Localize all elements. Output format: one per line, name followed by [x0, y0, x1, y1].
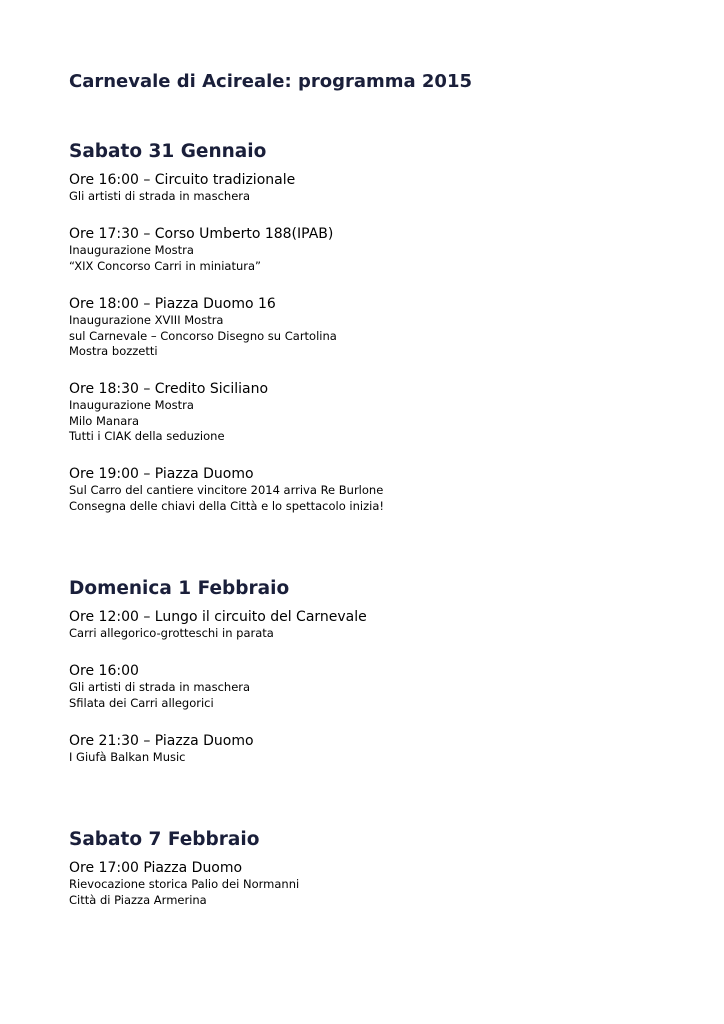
- event-description: Inaugurazione Mostra: [69, 398, 194, 412]
- event-item: [69, 226, 333, 274]
- event-item: [69, 466, 384, 514]
- event-item: [69, 663, 250, 711]
- event-description: Inaugurazione XVIII Mostra: [69, 313, 224, 327]
- day-section: [69, 140, 709, 513]
- event-description: I Giufà Balkan Music: [69, 750, 186, 764]
- event-description: Mostra bozzetti: [69, 344, 158, 358]
- day-heading: Sabato 31 Gennaio: [69, 141, 267, 162]
- event-time: Ore 16:00: [69, 663, 139, 679]
- event-item: [69, 172, 295, 205]
- event-item: [69, 733, 254, 766]
- event-description: Gli artisti di strada in maschera: [69, 189, 251, 203]
- event-time: Ore 21:30 – Piazza Duomo: [69, 733, 254, 749]
- event-description: Città di Piazza Armerina: [69, 892, 207, 907]
- day-section: [69, 577, 709, 764]
- event-description: Consegna delle chiavi della Città e lo spettacolo inizia!: [69, 498, 384, 513]
- event-description: Rievocazione storica Palio dei Normanni: [69, 877, 300, 891]
- event-description: Sul Carro del cantiere vincitore 2014 arriva Re Burlone: [69, 483, 384, 497]
- event-description: Sfilata dei Carri allegorici: [69, 695, 214, 710]
- event-description: Carri allegorico-grotteschi in parata: [69, 626, 274, 640]
- event-description: Inaugurazione Mostra: [69, 243, 194, 257]
- event-description: sul Carnevale – Concorso Disegno su Cartolina: [69, 328, 337, 343]
- event-description: Gli artisti di strada in maschera: [69, 680, 251, 694]
- day-heading: Domenica 1 Febbraio: [69, 578, 290, 599]
- event-time: Ore 17:00 Piazza Duomo: [69, 860, 243, 876]
- event-item: [69, 609, 367, 642]
- event-item: [69, 296, 337, 360]
- event-description: Tutti i CIAK della seduzione: [69, 429, 225, 443]
- event-item: [69, 860, 299, 908]
- event-time: Ore 16:00 – Circuito tradizionale: [69, 172, 296, 188]
- document-title: Carnevale di Acireale: programma 2015: [69, 71, 473, 92]
- event-time: Ore 19:00 – Piazza Duomo: [69, 466, 254, 482]
- day-section: [69, 828, 709, 907]
- event-time: Ore 12:00 – Lungo il circuito del Carnevale: [69, 609, 367, 625]
- event-time: Ore 18:30 – Credito Siciliano: [69, 381, 269, 397]
- event-time: Ore 17:30 – Corso Umberto 188(IPAB): [69, 226, 334, 242]
- event-item: [69, 381, 268, 445]
- event-description: “XIX Concorso Carri in miniatura”: [69, 258, 261, 273]
- day-heading: Sabato 7 Febbraio: [69, 829, 260, 850]
- event-time: Ore 18:00 – Piazza Duomo 16: [69, 296, 276, 312]
- event-description: Milo Manara: [69, 413, 140, 428]
